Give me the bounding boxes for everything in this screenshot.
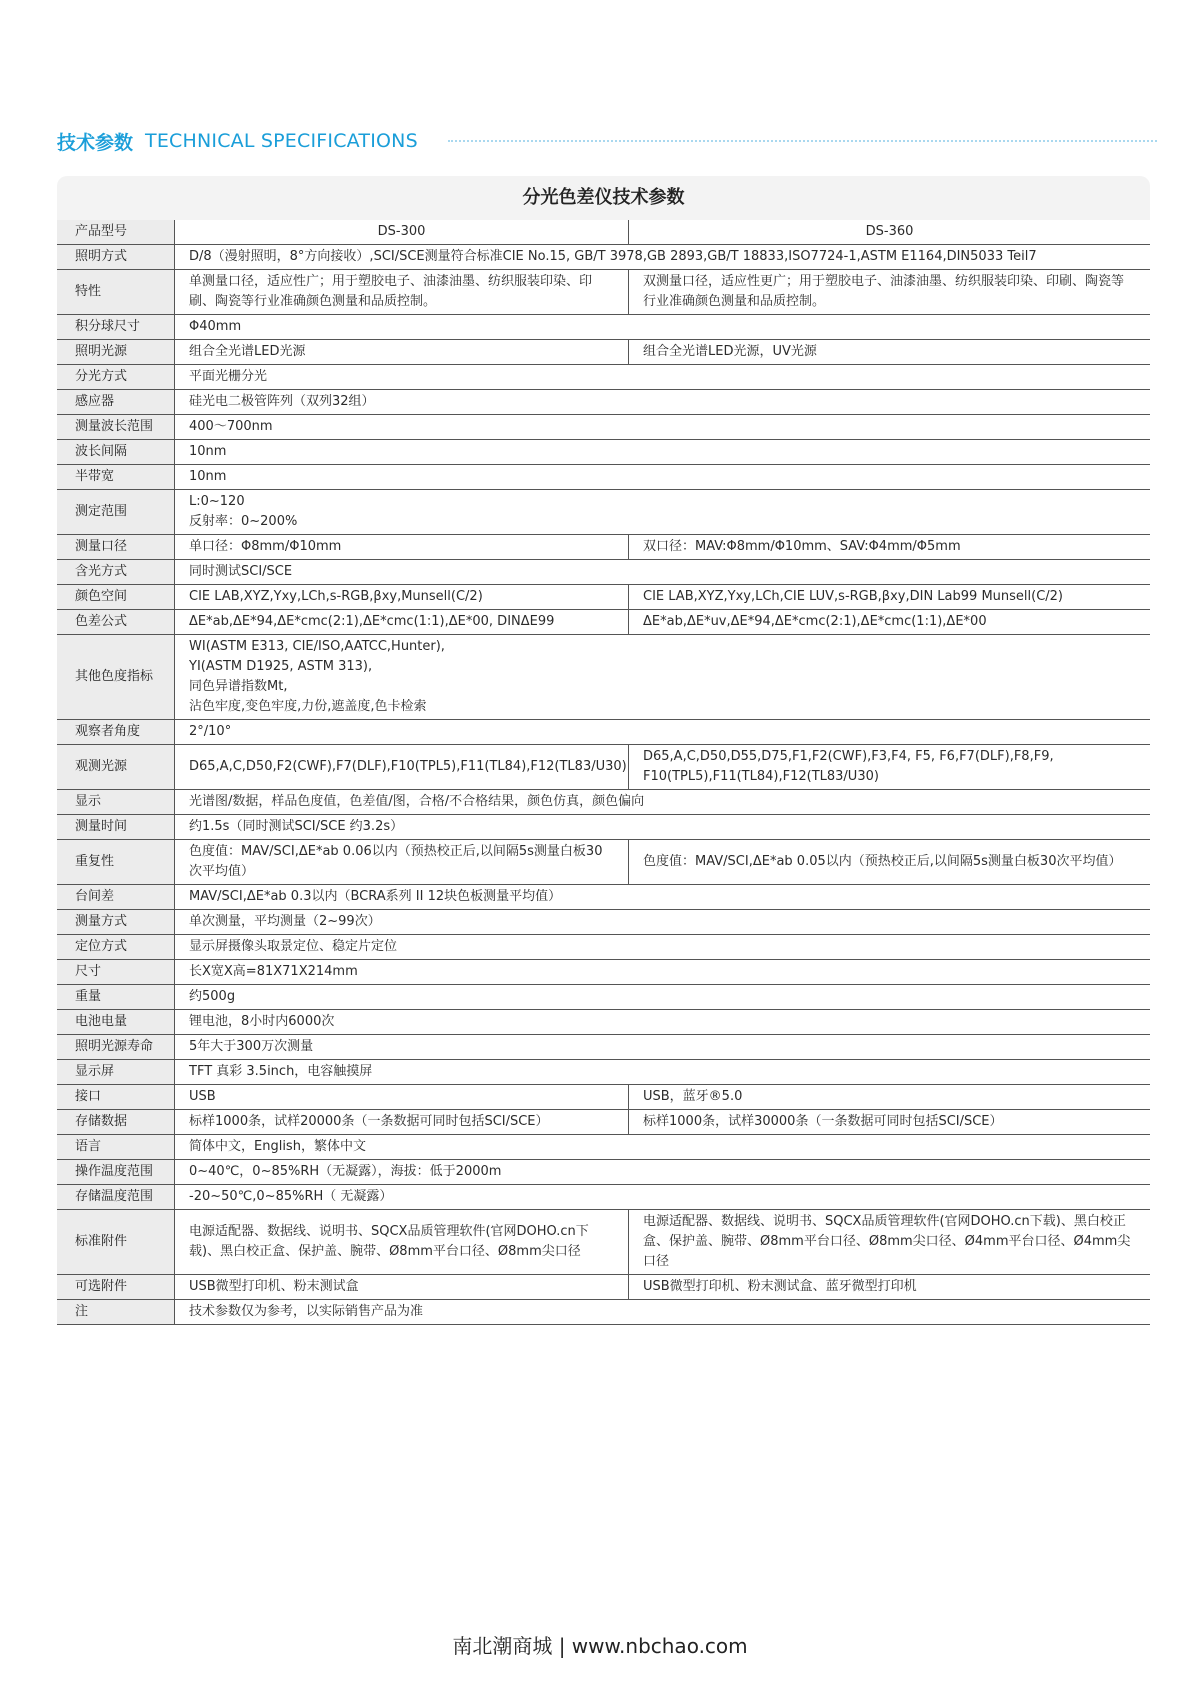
- table-row: [57, 815, 1150, 840]
- table-row: [57, 1060, 1150, 1085]
- table-row: [57, 245, 1150, 270]
- spec-value-ds300: 锂电池，8小时内6000次: [175, 1010, 1151, 1035]
- spec-value-ds300: L:0~120 反射率：0~200%: [175, 490, 1151, 535]
- table-row: [57, 220, 1150, 245]
- spec-label: 测量方式: [57, 910, 175, 935]
- spec-value-ds300: 长X宽X高=81X71X214mm: [175, 960, 1151, 985]
- spec-label: 观察者角度: [57, 720, 175, 745]
- table-row: [57, 1135, 1150, 1160]
- spec-value-ds300: 平面光栅分光: [175, 365, 1151, 390]
- spec-label: 观测光源: [57, 745, 175, 790]
- spec-label: 尺寸: [57, 960, 175, 985]
- table-row: [57, 960, 1150, 985]
- table-title: 分光色差仪技术参数: [522, 187, 685, 208]
- spec-table: [57, 220, 1150, 1325]
- spec-value-ds360: 双口径：MAV:Φ8mm/Φ10mm、SAV:Φ4mm/Φ5mm: [629, 535, 1151, 560]
- table-row: [57, 340, 1150, 365]
- spec-label: 积分球尺寸: [57, 315, 175, 340]
- spec-label: 注: [57, 1300, 175, 1325]
- table-row: [57, 635, 1150, 720]
- table-row: [57, 910, 1150, 935]
- spec-value-ds360: USB，蓝牙®5.0: [629, 1085, 1151, 1110]
- table-row: [57, 270, 1150, 315]
- spec-value-ds300: 5年大于300万次测量: [175, 1035, 1151, 1060]
- section-header: [57, 126, 1157, 156]
- spec-label: 颜色空间: [57, 585, 175, 610]
- table-row: [57, 840, 1150, 885]
- footer-text: 南北潮商城 | www.nbchao.com: [452, 1634, 748, 1658]
- spec-value-ds300: 10nm: [175, 440, 1151, 465]
- table-row: [57, 560, 1150, 585]
- spec-value-ds300: 单测量口径，适应性广；用于塑胶电子、油漆油墨、纺织服装印染、印刷、陶瓷等行业准确颜色测量和品质控制。: [175, 270, 629, 315]
- table-row: [57, 745, 1150, 790]
- spec-label: 定位方式: [57, 935, 175, 960]
- spec-value-ds360: USB微型打印机、粉末测试盒、蓝牙微型打印机: [629, 1275, 1151, 1300]
- spec-value-ds360: 标样1000条，试样30000条（一条数据可同时包括SCI/SCE）: [629, 1110, 1151, 1135]
- table-row: [57, 415, 1150, 440]
- table-row: [57, 1160, 1150, 1185]
- table-row: [57, 440, 1150, 465]
- spec-label: 照明光源: [57, 340, 175, 365]
- table-row: [57, 365, 1150, 390]
- section-title-zh: 技术参数: [57, 131, 134, 154]
- spec-value-ds300: 约500g: [175, 985, 1151, 1010]
- spec-value-ds300: 10nm: [175, 465, 1151, 490]
- spec-label: 重量: [57, 985, 175, 1010]
- spec-value-ds300: USB: [175, 1085, 629, 1110]
- spec-panel: [57, 176, 1150, 1325]
- spec-label: 测定范围: [57, 490, 175, 535]
- table-row: [57, 1185, 1150, 1210]
- spec-label: 特性: [57, 270, 175, 315]
- spec-label: 测量口径: [57, 535, 175, 560]
- spec-label: 产品型号: [57, 220, 175, 245]
- spec-label: 接口: [57, 1085, 175, 1110]
- spec-label: 显示屏: [57, 1060, 175, 1085]
- spec-value-ds300: 色度值：MAV/SCI,ΔE*ab 0.06以内（预热校正后,以间隔5s测量白板30次平均值）: [175, 840, 629, 885]
- table-row: [57, 1300, 1150, 1325]
- spec-label: 含光方式: [57, 560, 175, 585]
- spec-value-ds300: 0~40℃，0~85%RH（无凝露），海拔：低于2000m: [175, 1160, 1151, 1185]
- spec-value-ds300: DS-300: [175, 220, 629, 245]
- spec-value-ds300: D65,A,C,D50,F2(CWF),F7(DLF),F10(TPL5),F11(TL84),F12(TL83/U30): [175, 745, 629, 790]
- spec-label: 分光方式: [57, 365, 175, 390]
- table-row: [57, 490, 1150, 535]
- spec-label: 语言: [57, 1135, 175, 1160]
- spec-value-ds360: 组合全光谱LED光源，UV光源: [629, 340, 1151, 365]
- table-row: [57, 315, 1150, 340]
- spec-value-ds300: 电源适配器、数据线、说明书、SQCX品质管理软件(官网DOHO.cn下载)、黑白校正盒、保护盖、腕带、Ø8mm平台口径、Ø8mm尖口径: [175, 1210, 629, 1275]
- spec-value-ds360: DS-360: [629, 220, 1151, 245]
- spec-label: 重复性: [57, 840, 175, 885]
- spec-value-ds360: 电源适配器、数据线、说明书、SQCX品质管理软件(官网DOHO.cn下载)、黑白校正盒、保护盖、腕带、Ø8mm平台口径、Ø8mm尖口径、Ø4mm平台口径、Ø4mm尖口径: [629, 1210, 1151, 1275]
- spec-label: 照明方式: [57, 245, 175, 270]
- table-row: [57, 535, 1150, 560]
- spec-value-ds300: 显示屏摄像头取景定位、稳定片定位: [175, 935, 1151, 960]
- table-row: [57, 1010, 1150, 1035]
- spec-value-ds300: 简体中文，English，繁体中文: [175, 1135, 1151, 1160]
- spec-value-ds300: 技术参数仅为参考，以实际销售产品为准: [175, 1300, 1151, 1325]
- spec-value-ds300: 光谱图/数据，样品色度值，色差值/图，合格/不合格结果，颜色仿真，颜色偏向: [175, 790, 1151, 815]
- table-row: [57, 390, 1150, 415]
- spec-value-ds300: 400～700nm: [175, 415, 1151, 440]
- spec-label: 电池电量: [57, 1010, 175, 1035]
- section-title-en: TECHNICAL SPECIFICATIONS: [145, 130, 418, 152]
- spec-value-ds360: D65,A,C,D50,D55,D75,F1,F2(CWF),F3,F4, F5, F6,F7(DLF),F8,F9, F10(TPL5),F11(TL84),F12(TL83/U30): [629, 745, 1151, 790]
- table-row: [57, 1035, 1150, 1060]
- table-row: [57, 585, 1150, 610]
- table-row: [57, 610, 1150, 635]
- spec-value-ds360: ΔE*ab,ΔE*uv,ΔE*94,ΔE*cmc(2:1),ΔE*cmc(1:1),ΔE*00: [629, 610, 1151, 635]
- spec-value-ds300: MAV/SCI,ΔE*ab 0.3以内（BCRA系列 II 12块色板测量平均值）: [175, 885, 1151, 910]
- spec-label: 波长间隔: [57, 440, 175, 465]
- table-row: [57, 935, 1150, 960]
- spec-value-ds300: 组合全光谱LED光源: [175, 340, 629, 365]
- spec-label: 可选附件: [57, 1275, 175, 1300]
- table-row: [57, 1085, 1150, 1110]
- table-row: [57, 720, 1150, 745]
- spec-value-ds360: CIE LAB,XYZ,Yxy,LCh,CIE LUV,s-RGB,βxy,DIN Lab99 Munsell(C/2): [629, 585, 1151, 610]
- spec-value-ds300: 单口径：Φ8mm/Φ10mm: [175, 535, 629, 560]
- spec-value-ds300: Φ40mm: [175, 315, 1151, 340]
- table-row: [57, 465, 1150, 490]
- spec-label: 操作温度范围: [57, 1160, 175, 1185]
- spec-value-ds300: 标样1000条，试样20000条（一条数据可同时包括SCI/SCE）: [175, 1110, 629, 1135]
- spec-value-ds360: 色度值：MAV/SCI,ΔE*ab 0.05以内（预热校正后,以间隔5s测量白板30次平均值）: [629, 840, 1151, 885]
- spec-value-ds300: 同时测试SCI/SCE: [175, 560, 1151, 585]
- spec-value-ds300: TFT 真彩 3.5inch，电容触摸屏: [175, 1060, 1151, 1085]
- spec-value-ds300: CIE LAB,XYZ,Yxy,LCh,s-RGB,βxy,Munsell(C/2): [175, 585, 629, 610]
- table-row: [57, 1275, 1150, 1300]
- spec-label: 标准附件: [57, 1210, 175, 1275]
- spec-label: 台间差: [57, 885, 175, 910]
- spec-value-ds300: 约1.5s（同时测试SCI/SCE 约3.2s）: [175, 815, 1151, 840]
- table-row: [57, 885, 1150, 910]
- table-row: [57, 790, 1150, 815]
- spec-value-ds300: ΔE*ab,ΔE*94,ΔE*cmc(2:1),ΔE*cmc(1:1),ΔE*00, DINΔE99: [175, 610, 629, 635]
- spec-value-ds300: USB微型打印机、粉末测试盒: [175, 1275, 629, 1300]
- table-row: [57, 1110, 1150, 1135]
- spec-value-ds300: WI(ASTM E313, CIE/ISO,AATCC,Hunter), YI(ASTM D1925, ASTM 313), 同色异谱指数Mt, 沾色牢度,变色牢度,力份,遮盖度,色卡检索: [175, 635, 1151, 720]
- spec-label: 照明光源寿命: [57, 1035, 175, 1060]
- spec-label: 测量波长范围: [57, 415, 175, 440]
- spec-label: 感应器: [57, 390, 175, 415]
- dotted-divider: [448, 140, 1157, 142]
- spec-value-ds300: 硅光电二极管阵列（双列32组）: [175, 390, 1151, 415]
- spec-label: 其他色度指标: [57, 635, 175, 720]
- spec-value-ds360: 双测量口径，适应性更广；用于塑胶电子、油漆油墨、纺织服装印染、印刷、陶瓷等行业准确颜色测量和品质控制。: [629, 270, 1151, 315]
- spec-label: 存储温度范围: [57, 1185, 175, 1210]
- spec-label: 色差公式: [57, 610, 175, 635]
- spec-value-ds300: D/8（漫射照明，8°方向接收）,SCI/SCE测量符合标准CIE No.15, GB/T 3978,GB 2893,GB/T 18833,ISO7724-1,ASTM E1164,DIN5033 Teil7: [175, 245, 1151, 270]
- table-row: [57, 985, 1150, 1010]
- spec-value-ds300: 单次测量，平均测量（2~99次）: [175, 910, 1151, 935]
- spec-value-ds300: -20~50℃,0~85%RH（ 无凝露）: [175, 1185, 1151, 1210]
- spec-label: 存储数据: [57, 1110, 175, 1135]
- spec-label: 测量时间: [57, 815, 175, 840]
- spec-label: 半带宽: [57, 465, 175, 490]
- spec-label: 显示: [57, 790, 175, 815]
- table-row: [57, 1210, 1150, 1275]
- spec-value-ds300: 2°/10°: [175, 720, 1151, 745]
